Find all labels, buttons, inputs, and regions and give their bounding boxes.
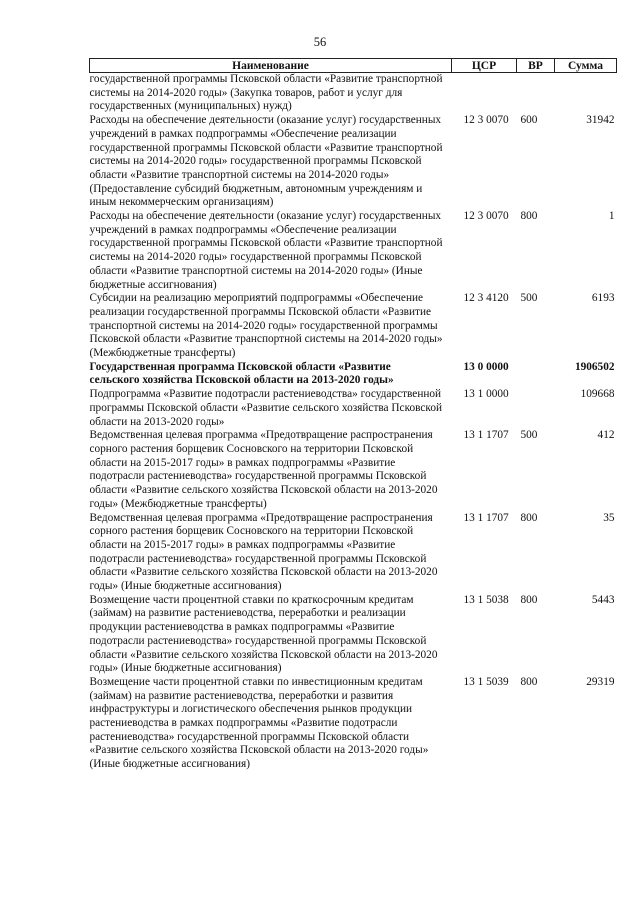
- row-sum: 109668: [580, 388, 615, 401]
- row-csr: 12 3 0070: [463, 210, 509, 223]
- row-sum: 35: [603, 511, 615, 524]
- row-sum: 5443: [591, 593, 615, 606]
- row-vr: [517, 73, 555, 115]
- page-number: 56: [313, 35, 327, 49]
- table-row: [90, 594, 617, 676]
- row-name: Ведомственная целевая программа «Предотвращение распространения сорного растения борщевик Сосновского на территории Псковской области на 2015-2017 годы» в рамках подпрограммы «Развитие подотрасли растениеводства» государственной программы Псковской области «Развитие сельского хозяйства Псковской области на 2013-2020 годы» (Иные бюджетные ассигнования): [89, 511, 438, 593]
- row-name: Подпрограмма «Развитие подотрасли растениеводства» государственной программы Псковской области «Развитие сельского хозяйства Псковской области на 2013-2020 годы»: [89, 388, 443, 428]
- row-sum: 6193: [591, 292, 615, 305]
- row-csr: 13 1 5038: [463, 593, 509, 606]
- header-vr: ВР: [517, 59, 555, 73]
- row-vr: 600: [520, 114, 538, 127]
- table-row: [90, 114, 617, 210]
- row-name: Субсидии на реализацию мероприятий подпрограммы «Обеспечение реализации государственной программы Псковской области «Развитие транспортной системы на 2014-2020 годы» государственной программы Псковской области «Развитие транспортной системы на 2014-2020 годы» (Межбюджетные трансферты): [89, 292, 443, 360]
- row-sum: 31942: [586, 114, 615, 127]
- row-name: Государственная программа Псковской области «Развитие сельского хозяйства Псковской области на 2013-2020 годы»: [89, 360, 394, 387]
- row-name: Возмещение части процентной ставки по инвестиционным кредитам (займам) на развитие растениеводства, переработки и развития инфраструктуры и логистического обеспечения рынков продукции растениеводства в рамках подпрограммы «Развитие подотрасли растениеводства» государственной программы Псковской области «Развитие сельского хозяйства Псковской области на 2013-2020 годы» (Иные бюджетные ассигнования): [89, 675, 429, 771]
- header-name: Наименование: [90, 59, 452, 73]
- row-name: Расходы на обеспечение деятельности (оказание услуг) государственных учреждений в рамках подпрограммы «Обеспечение реализации государственной программы Псковской области «Развитие транспортной системы на 2014-2020 годы» государственной программы Псковской области «Развитие транспортной системы на 2014-2020 годы» (Иные бюджетные ассигнования): [89, 210, 443, 291]
- table-row: [90, 361, 617, 388]
- row-vr: [517, 388, 555, 429]
- row-csr: 13 1 5039: [463, 675, 509, 688]
- row-sum: [555, 73, 617, 115]
- table-row: [90, 512, 617, 594]
- budget-table: [89, 58, 617, 772]
- row-name: Ведомственная целевая программа «Предотвращение распространения сорного растения борщевик Сосновского на территории Псковской области на 2015-2017 годы» в рамках подпрограммы «Развитие подотрасли растениеводства» государственной программы Псковской области «Развитие сельского хозяйства Псковской области на 2013-2020 годы» (Межбюджетные трансферты): [89, 429, 438, 510]
- row-sum: 29319: [586, 675, 615, 688]
- row-vr: 800: [520, 210, 538, 223]
- row-vr: 500: [520, 429, 538, 442]
- header-sum: Сумма: [555, 59, 617, 73]
- table-row: [90, 429, 617, 511]
- row-sum: 1906502: [574, 360, 615, 373]
- row-vr: 800: [520, 511, 538, 524]
- table-header-row: [90, 59, 617, 73]
- row-vr: 800: [520, 593, 538, 606]
- row-name: государственной программы Псковской области «Развитие транспортной системы на 2014-2020 годы» (Закупка товаров, работ и услуг для государственных (муниципальных) нужд): [89, 73, 443, 113]
- table-row: [90, 388, 617, 429]
- row-name: Возмещение части процентной ставки по краткосрочным кредитам (займам) на развитие растениеводства, переработки и реализации продукции растениеводства в рамках подпрограммы «Развитие подотрасли растениеводства» государственной программы Псковской области «Развитие сельского хозяйства Псковской области на 2013-2020 годы» (Иные бюджетные ассигнования): [89, 593, 438, 675]
- row-name: Расходы на обеспечение деятельности (оказание услуг) государственных учреждений в рамках подпрограммы «Обеспечение реализации государственной программы Псковской области «Развитие транспортной системы на 2014-2020 годы» государственной программы Псковской области «Развитие транспортной системы на 2014-2020 годы» (Предоставление субсидий бюджетным, автономным учреждениям и иным некоммерческим организациям): [89, 114, 443, 209]
- table-row: [90, 210, 617, 292]
- row-vr: [517, 361, 555, 388]
- row-csr: 12 3 4120: [463, 292, 509, 305]
- table-row: [90, 292, 617, 361]
- row-sum: 412: [597, 429, 615, 442]
- table-row: [90, 676, 617, 772]
- row-csr: 13 0 0000: [463, 360, 509, 373]
- row-csr: 13 1 1707: [463, 511, 509, 524]
- row-vr: 500: [520, 292, 538, 305]
- row-csr: 12 3 0070: [463, 114, 509, 127]
- table-row: [90, 73, 617, 115]
- row-csr: 13 1 1707: [463, 429, 509, 442]
- row-vr: 800: [520, 675, 538, 688]
- row-sum: 1: [608, 210, 615, 223]
- header-csr: ЦСР: [452, 59, 517, 73]
- row-csr: 13 1 0000: [463, 388, 509, 401]
- row-csr: [452, 73, 517, 115]
